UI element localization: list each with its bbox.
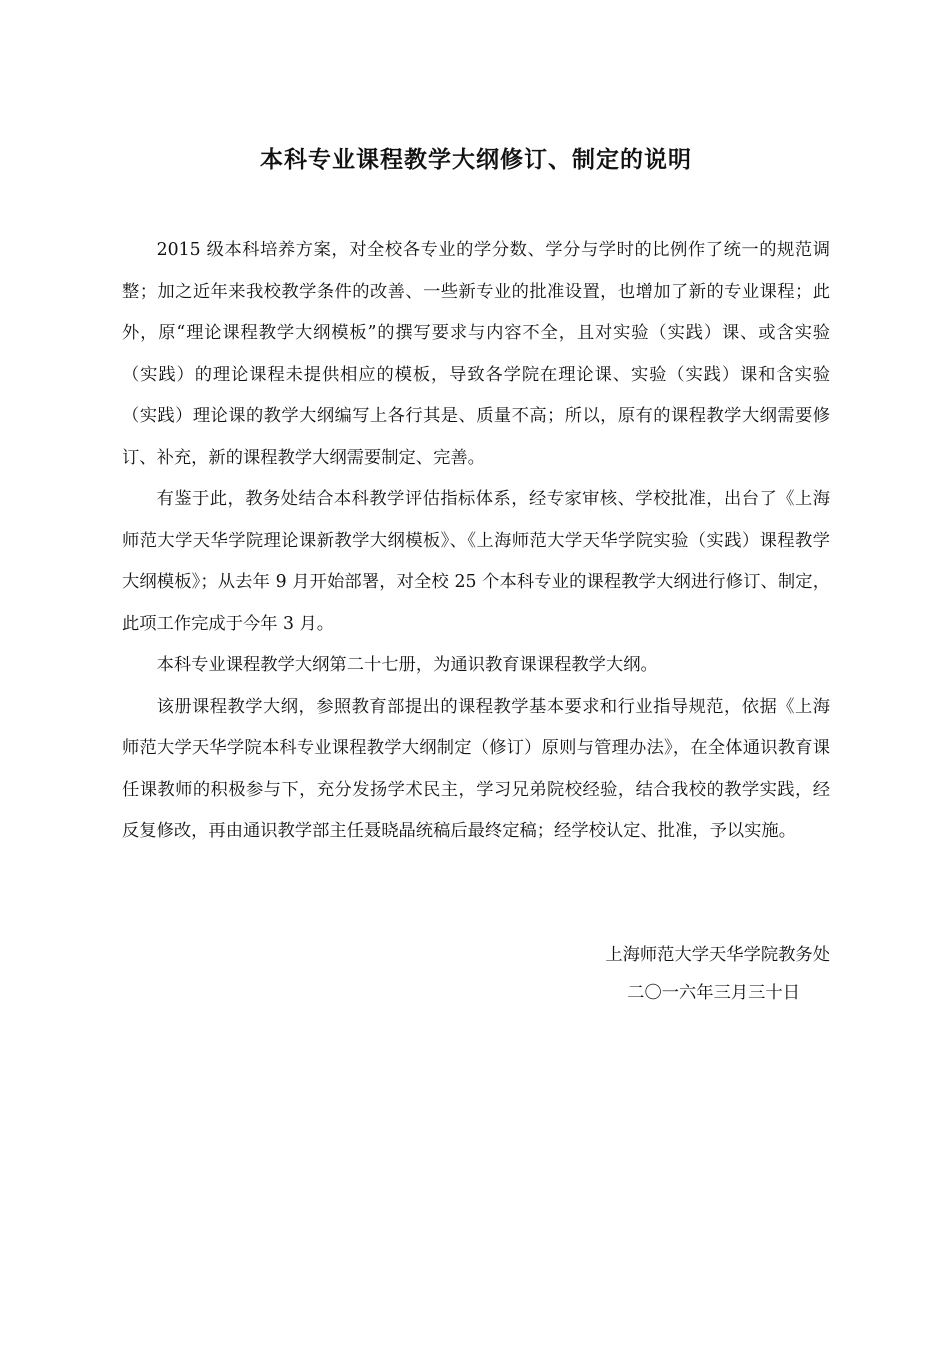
paragraph-4: 该册课程教学大纲，参照教育部提出的课程教学基本要求和行业指导规范，依据《上海师范大学天华学院本科专业课程教学大纲制定（修订）原则与管理办法》，在全体通识教育课任课教师的积极参与下，充分发扬学术民主，学习兄弟院校经验，结合我校的教学实践，经反复修改，再由通识教学部主任聂晓晶统稿后最终定稿；经学校认定、批准，予以实施。 <box>122 696 830 841</box>
paragraph-2: 有鉴于此，教务处结合本科教学评估指标体系，经专家审核、学校批准，出台了《上海师范大学天华学院理论课新教学大纲模板》、《上海师范大学天华学院实验（实践）课程教学大纲模板》；从去年 9 月开始部署，对全校 25 个本科专业的课程教学大纲进行修订、制定，此项工作完成于今年 3 月。 <box>122 489 830 634</box>
signature-block <box>0 936 830 1012</box>
signature-organization: 上海师范大学天华学院教务处 <box>605 945 830 965</box>
paragraph-1: 2015 级本科培养方案，对全校各专业的学分数、学分与学时的比例作了统一的规范调整；加之近年来我校教学条件的改善、一些新专业的批准设置，也增加了新的专业课程；此外，原“理论课程教学大纲模板”的撰写要求与内容不全，且对实验（实践）课、或含实验（实践）的理论课程未提供相应的模板，导致各学院在理论课、实验（实践）课和含实验（实践）理论课的教学大纲编写上各行其是、质量不高；所以，原有的课程教学大纲需要修订、补充，新的课程教学大纲需要制定、完善。 <box>122 240 830 468</box>
document-body <box>122 230 830 853</box>
paragraph-3: 本科专业课程教学大纲第二十七册，为通识教育课课程教学大纲。 <box>156 655 658 675</box>
document-title: 本科专业课程教学大纲修订、制定的说明 <box>260 147 692 173</box>
signature-date: 二〇一六年三月三十日 <box>627 983 800 1003</box>
